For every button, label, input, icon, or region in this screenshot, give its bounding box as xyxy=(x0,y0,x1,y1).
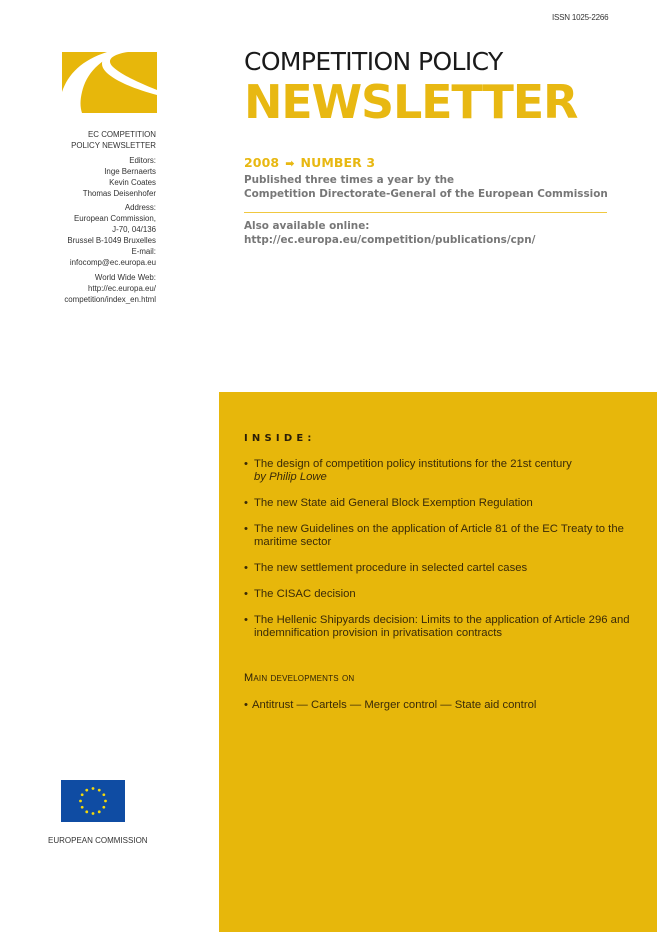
bullet-icon: • xyxy=(244,497,248,509)
editors-block xyxy=(40,156,156,200)
article-title: The design of competition policy institutions for the 21st century xyxy=(254,458,572,470)
address-line: European Commission, xyxy=(73,214,156,224)
eu-star-icon xyxy=(102,806,105,809)
inside-heading: INSIDE: xyxy=(244,433,316,444)
article-title: The new settlement procedure in selected cartel cases xyxy=(254,562,528,574)
article-title: The CISAC decision xyxy=(254,588,356,600)
editor-name: Kevin Coates xyxy=(109,177,156,187)
publisher-info xyxy=(244,173,608,201)
list-item xyxy=(244,614,644,640)
online-url-link[interactable]: http://ec.europa.eu/competition/publications/cpn/ xyxy=(244,234,536,246)
bullet-icon: • xyxy=(244,523,248,535)
arrow-right-icon: ➡ xyxy=(285,157,295,170)
publisher-line: Published three times a year by the xyxy=(244,174,455,186)
address-line: J-70, 04/136 xyxy=(112,225,156,235)
article-title: The new State aid General Block Exemption Regulation xyxy=(254,497,533,509)
org-name: EC COMPETITION xyxy=(88,130,156,139)
bullet-icon: • xyxy=(244,699,248,711)
issn-number: ISSN 1025-2266 xyxy=(552,13,609,22)
web-label: World Wide Web: xyxy=(94,272,156,282)
road-curve-logo-icon xyxy=(62,52,157,113)
eu-star-icon xyxy=(104,800,107,803)
title-newsletter: NEWSLETTER xyxy=(244,75,578,129)
issue-number: NUMBER 3 xyxy=(300,155,376,170)
contents-list xyxy=(244,458,644,653)
main-developments-text: Antitrust — Cartels — Merger control — State aid control xyxy=(251,699,537,711)
list-item xyxy=(244,562,644,575)
list-item xyxy=(244,523,644,549)
bullet-icon: • xyxy=(244,588,248,600)
editors-label: Editors: xyxy=(129,155,156,165)
eu-star-icon xyxy=(81,806,84,809)
eu-star-icon xyxy=(92,812,95,815)
editor-name: Thomas Deisenhofer xyxy=(82,188,156,198)
web-block xyxy=(40,273,156,306)
eu-star-icon xyxy=(85,810,88,813)
european-commission-label: EUROPEAN COMMISSION xyxy=(48,836,148,845)
list-item xyxy=(244,497,644,510)
main-developments-item xyxy=(244,699,536,711)
eu-star-icon xyxy=(85,789,88,792)
article-title: The Hellenic Shipyards decision: Limits to the application of Article 296 and indemnification provision in privatisation contracts xyxy=(254,614,630,639)
article-title: The new Guidelines on the application of Article 81 of the EC Treaty to the maritime sector xyxy=(254,523,624,548)
article-author: by Philip Lowe xyxy=(254,471,327,483)
main-developments-heading: Main developments on xyxy=(244,672,355,684)
list-item xyxy=(244,458,644,484)
issue-info xyxy=(244,155,375,170)
eu-star-icon xyxy=(98,789,101,792)
title-competition-policy: COMPETITION POLICY xyxy=(244,47,503,76)
email-label: E-mail: xyxy=(131,247,156,257)
online-availability xyxy=(244,219,535,247)
bullet-icon: • xyxy=(244,458,248,470)
divider xyxy=(244,212,607,213)
email-link[interactable]: infocomp@ec.europa.eu xyxy=(69,257,156,267)
publisher-line: Competition Directorate-General of the European Commission xyxy=(244,188,608,200)
bullet-icon: • xyxy=(244,614,248,626)
eu-star-icon xyxy=(79,800,82,803)
eu-star-icon xyxy=(92,787,95,790)
editor-name: Inge Bernaerts xyxy=(104,166,156,176)
bullet-icon: • xyxy=(244,562,248,574)
issue-year: 2008 xyxy=(244,155,280,170)
list-item xyxy=(244,588,644,601)
eu-star-icon xyxy=(102,793,105,796)
address-label: Address: xyxy=(124,203,156,213)
eu-star-icon xyxy=(98,810,101,813)
online-label: Also available online: xyxy=(244,220,370,232)
eu-flag-icon xyxy=(61,780,125,822)
web-link[interactable]: competition/index_en.html xyxy=(64,294,156,304)
address-block xyxy=(40,203,156,258)
eu-star-icon xyxy=(81,793,84,796)
address-line: Brussel B-1049 Bruxelles xyxy=(67,236,156,246)
org-name: POLICY NEWSLETTER xyxy=(71,140,156,150)
masthead-sidebar xyxy=(40,130,156,306)
web-link[interactable]: http://ec.europa.eu/ xyxy=(88,283,156,293)
